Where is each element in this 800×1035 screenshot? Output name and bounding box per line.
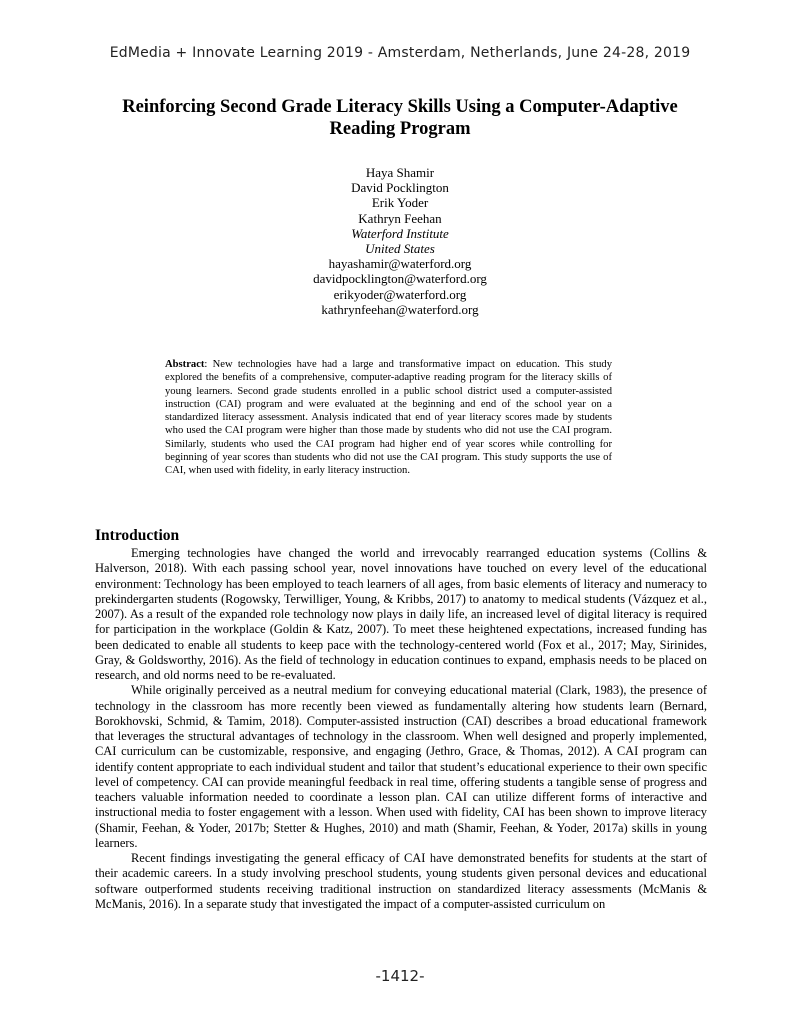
abstract-label: Abstract xyxy=(165,359,205,370)
paragraph: Recent findings investigating the general efficacy of CAI have demonstrated benefits for students at the start of their academic careers. In a study involving preschool students, young students given personal devices and educational software outperformed students receiving traditional instruction on standardized literacy assessments (McManis & McManis, 2016). In a separate study that investigated the impact of a computer-assisted curriculum on xyxy=(95,851,707,911)
author-name: Kathryn Feehan xyxy=(358,210,442,226)
introduction-body xyxy=(95,546,707,912)
paragraph: Emerging technologies have changed the world and irrevocably rearranged education systems (Collins & Halverson, 2018). With each passing school year, novel innovations have touched on every level of the educational environment: Technology has been employed to teach learners of all ages, from basic elements of literacy and numeracy to prekindergarten students (Rogowsky, Terwilliger, Young, & Kribbs, 2017) to anatomy to medical students (Vázquez et al., 2007). As a result of the expanded role technology now plays in daily life, an increased level of digital literacy is required for participation in the workplace (Goldin & Katz, 2007). To meet these heightened expectations, increased funding has been dedicated to enable all students to keep pace with the technology-centered world (Fox et al., 2017; May, Sirinides, Gray, & Goldsworthy, 2016). As the field of technology in education continues to expand, emphasis needs to be placed on research, and old norms need to be re-evaluated. xyxy=(95,546,707,682)
author-email: hayashamir@waterford.org xyxy=(328,256,472,272)
author-block xyxy=(200,165,600,317)
author-email: kathrynfeehan@waterford.org xyxy=(321,301,479,317)
author-email: davidpocklington@waterford.org xyxy=(313,271,487,287)
country: United States xyxy=(365,241,435,257)
section-heading-introduction: Introduction xyxy=(95,527,180,544)
abstract xyxy=(165,358,612,478)
paragraph: While originally perceived as a neutral medium for conveying educational material (Clark, 1983), the presence of technology in the classroom has more recently been viewed as fundamentally altering how students learn (Bernard, Borokhovski, Schmid, & Tamim, 2018). Computer-assisted instruction (CAI) describes a broad educational framework that leverages the structural advantages of technology in the classroom. When well designed and properly implemented, CAI curriculum can be customizable, responsive, and engaging (Jethro, Grace, & Thomas, 2012). A CAI program can identify content appropriate to each individual student and tailor that student’s educational experience to their own specific level of competency. CAI can provide meaningful feedback in real time, offering students a tangible sense of progress and teachers valuable information needed to coordinate a lesson plan. CAI can utilize different forms of interactive and instructional media to foster engagement with a lesson. When used with fidelity, CAI has been shown to improve literacy (Shamir, Feehan, & Yoder, 2017b; Stetter & Hughes, 2010) and math (Shamir, Feehan, & Yoder, 2017a) skills in young learners. xyxy=(95,683,707,850)
author-name: Erik Yoder xyxy=(371,195,429,211)
author-name: Haya Shamir xyxy=(365,165,435,180)
running-header: EdMedia + Innovate Learning 2019 - Amsterdam, Netherlands, June 24-28, 2019 xyxy=(109,45,691,61)
page-number: -1412- xyxy=(375,967,425,985)
abstract-text: : New technologies have had a large and transformative impact on education. This study explored the benefits of a comprehensive, computer-adaptive reading program for the literacy skills of young learners. Second grade students enrolled in a public school district used a computer-assisted instruction (CAI) program and were evaluated at the beginning and end of the school year on a standardized literacy assessment. Analysis indicated that end of year literacy scores made by students who used the CAI program were higher than those made by students who did not use the CAI program. Similarly, students who used the CAI program had higher end of year scores while controlling for beginning of year scores than students who did not use the CAI program. This study supports the use of CAI, when used with fidelity, in early literacy instruction. xyxy=(165,359,612,477)
institution: Waterford Institute xyxy=(351,225,449,241)
author-name: David Pocklington xyxy=(351,180,449,196)
author-email: erikyoder@waterford.org xyxy=(333,286,467,302)
paper-title: Reinforcing Second Grade Literacy Skills Using a Computer-Adaptive Reading Program xyxy=(122,97,678,139)
